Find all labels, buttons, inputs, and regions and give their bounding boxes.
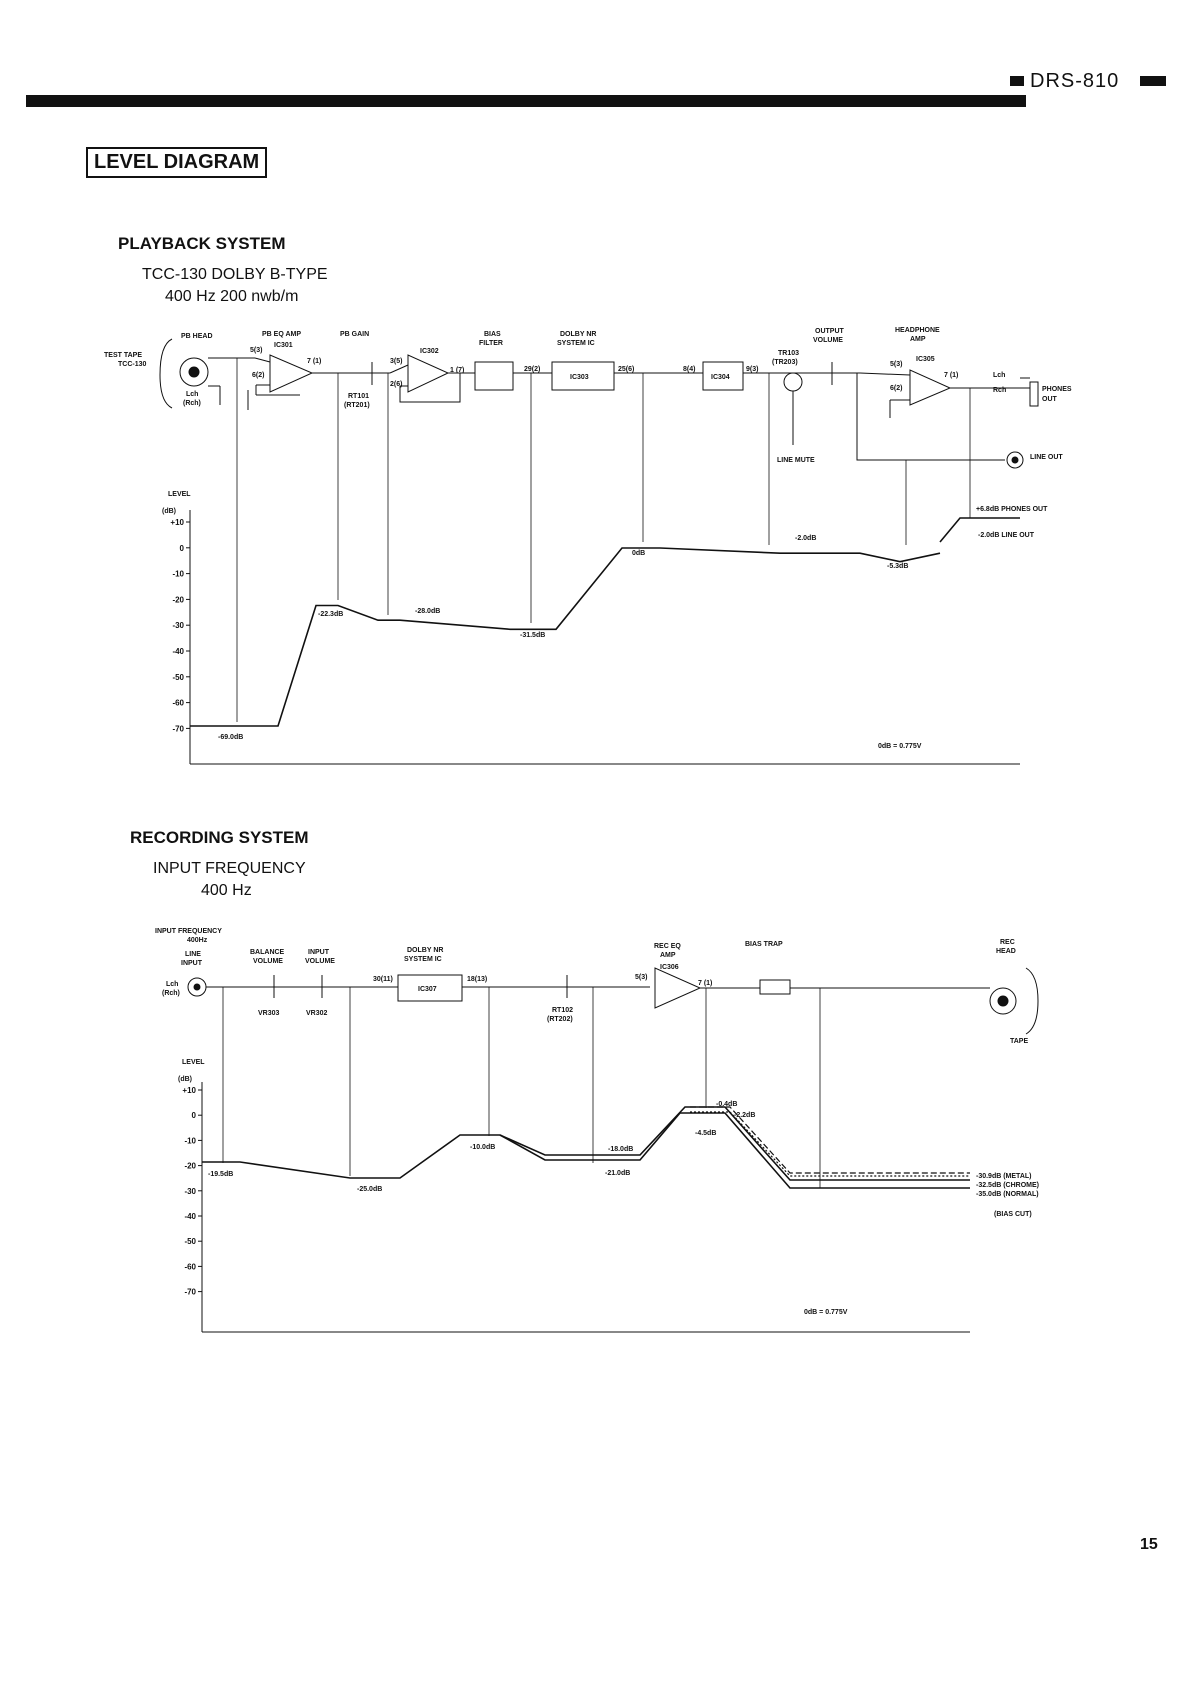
ic302-label: IC302 xyxy=(420,348,439,355)
playback-subtitle-2: 400 Hz 200 nwb/m xyxy=(165,288,299,305)
output-volume-label-1: OUTPUT xyxy=(815,328,844,335)
pin-label: 7 (1) xyxy=(944,372,959,379)
rec-eq-label-2: AMP xyxy=(660,952,676,959)
pb-tick-label: -50 xyxy=(172,672,184,682)
rec-value-4: -18.0dB xyxy=(608,1146,634,1153)
pb-tick-label: 0 xyxy=(179,543,184,553)
rec-value-8: -4.5dB xyxy=(695,1130,717,1137)
tape-bracket xyxy=(1026,968,1038,1034)
rec-metal-line xyxy=(690,1107,970,1173)
phones-label-2: OUT xyxy=(1042,396,1057,403)
playback-labels xyxy=(104,327,1072,464)
balance-label-1: BALANCE xyxy=(250,949,285,956)
rec-axis-unit-label: (dB) xyxy=(178,1076,192,1083)
pin-label: 2(6) xyxy=(390,381,403,388)
rec-value-chrome: -32.5dB (CHROME) xyxy=(976,1182,1040,1189)
rt101-label: RT101 xyxy=(348,393,370,400)
rec-value-normal: -35.0dB (NORMAL) xyxy=(976,1191,1039,1198)
pb-value-4: -31.5dB xyxy=(520,632,546,639)
output-volume-label-2: VOLUME xyxy=(813,337,843,344)
pb-head-label: PB HEAD xyxy=(181,333,213,340)
rec-value-5: -21.0dB xyxy=(605,1170,631,1177)
rec-value-1: -19.5dB xyxy=(208,1171,234,1178)
rec-tick-label: -20 xyxy=(184,1161,196,1171)
ic306-amp-icon xyxy=(655,968,700,1008)
playback-level-chart xyxy=(162,358,1048,764)
rec-tick-label: -50 xyxy=(184,1237,196,1247)
test-tape-bracket xyxy=(160,339,172,408)
rt202-label: (RT202) xyxy=(547,1016,573,1023)
pb-tick-label: -10 xyxy=(172,569,184,579)
pin-label: 7 (1) xyxy=(698,980,713,987)
headphone-label-1: HEADPHONE xyxy=(895,327,940,334)
rch2-label: Rch xyxy=(993,387,1007,394)
bias-filter-box xyxy=(475,362,513,390)
bias-trap-label: BIAS TRAP xyxy=(745,941,783,948)
model-number: DRS-810 xyxy=(1030,70,1120,92)
bias-filter-label-2: FILTER xyxy=(479,340,503,347)
phones-label-1: PHONES xyxy=(1042,386,1072,393)
recording-level-chart xyxy=(178,987,1039,1332)
recording-title: RECORDING SYSTEM xyxy=(130,828,309,847)
tr103-label: TR103 xyxy=(778,350,800,357)
ic305-label: IC305 xyxy=(916,356,935,363)
headphone-label-2: AMP xyxy=(910,336,926,343)
input-vol-label-2: VOLUME xyxy=(305,958,335,965)
rec-value-6: -0.4dB xyxy=(716,1101,738,1108)
rt102-label: RT102 xyxy=(552,1007,574,1014)
line-out-label: LINE OUT xyxy=(1030,454,1063,461)
balance-label-2: VOLUME xyxy=(253,958,283,965)
pb-axis-level-label: LEVEL xyxy=(168,491,191,498)
pb-tick-label: -20 xyxy=(172,595,184,605)
rt201-label: (RT201) xyxy=(344,402,370,409)
line-input-label-2: INPUT xyxy=(181,960,202,967)
phones-jack-icon xyxy=(1030,382,1038,406)
ic301-label: IC301 xyxy=(274,342,293,349)
pb-drop-lines xyxy=(237,358,970,722)
rec-level-line-lower xyxy=(500,1113,970,1188)
pb-value-9: -2.0dB LINE OUT xyxy=(978,532,1035,539)
pin-label: 5(3) xyxy=(890,361,903,368)
dolby-label-1: DOLBY NR xyxy=(560,331,597,338)
rch-label: (Rch) xyxy=(183,400,201,407)
rec-tick-label: -40 xyxy=(184,1212,196,1221)
ic303-label: IC303 xyxy=(570,374,589,381)
ic306-label: IC306 xyxy=(660,964,679,971)
pin-label: 5(3) xyxy=(250,347,263,354)
rec-tick-label: -70 xyxy=(184,1287,196,1297)
tr103-icon xyxy=(784,373,802,391)
line-input-label-1: LINE xyxy=(185,951,201,958)
pin-label: 7 (1) xyxy=(307,358,322,365)
line-mute-label: LINE MUTE xyxy=(777,457,815,464)
pb-eq-amp-label: PB EQ AMP xyxy=(262,331,302,338)
lch-label: Lch xyxy=(186,391,199,398)
bias-filter-label-1: BIAS xyxy=(484,331,501,338)
rec-drop-lines xyxy=(223,987,820,1188)
rec-tick-label: 0 xyxy=(191,1111,196,1121)
pb-value-6: -2.0dB xyxy=(795,535,817,542)
input-freq-label-1: INPUT FREQUENCY xyxy=(155,928,222,935)
rec-bias-cut: (BIAS CUT) xyxy=(994,1211,1032,1218)
pin-label: 6(2) xyxy=(252,372,265,379)
pin-label: 3(5) xyxy=(390,358,403,365)
rec-head-label-2: HEAD xyxy=(996,948,1016,955)
rec-ticks xyxy=(182,1086,202,1297)
pin-label: 9(3) xyxy=(746,366,759,373)
recording-schematic xyxy=(188,968,1038,1034)
rec-value-3: -10.0dB xyxy=(470,1144,496,1151)
rec-head-label-1: REC xyxy=(1000,939,1015,946)
test-tape-label: TEST TAPE xyxy=(104,352,142,359)
rec-level-line-main xyxy=(202,1107,970,1180)
bias-trap-icon xyxy=(760,980,790,994)
vr302-label: VR302 xyxy=(306,1010,328,1017)
pin-label: 29(2) xyxy=(524,366,541,373)
rec-tick-label: -10 xyxy=(184,1136,196,1146)
tape-label: TAPE xyxy=(1010,1038,1029,1045)
playback-subtitle-1: TCC-130 DOLBY B-TYPE xyxy=(142,266,328,283)
pin-label: 8(4) xyxy=(683,366,696,373)
pb-tick-label: -40 xyxy=(172,647,184,656)
rec-eq-label-1: REC EQ xyxy=(654,943,681,950)
tcc-label: TCC-130 xyxy=(118,361,147,368)
rec-rch-label: (Rch) xyxy=(162,990,180,997)
rec-ref: 0dB = 0.775V xyxy=(804,1309,848,1316)
pb-ticks xyxy=(170,518,190,733)
playback-schematic xyxy=(160,339,1038,468)
rec-tick-label: -30 xyxy=(184,1186,196,1196)
input-freq-label-2: 400Hz xyxy=(187,937,208,944)
pb-gain-label: PB GAIN xyxy=(340,331,370,338)
pb-level-line xyxy=(190,548,940,726)
input-vol-label-1: INPUT xyxy=(308,949,329,956)
rec-axis-level-label: LEVEL xyxy=(182,1059,205,1066)
page-number: 15 xyxy=(1140,1536,1158,1553)
ic307-label: IC307 xyxy=(418,986,437,993)
pin-label: 25(6) xyxy=(618,366,635,373)
rec-lch-label: Lch xyxy=(166,981,179,988)
pb-tick-label: -30 xyxy=(172,621,184,631)
ic301-amp-icon xyxy=(270,355,312,392)
pb-value-5: 0dB xyxy=(632,550,646,557)
pb-ref: 0dB = 0.775V xyxy=(878,743,922,750)
pin-label: 1 (7) xyxy=(450,367,465,374)
pin-label: 30(11) xyxy=(373,976,393,983)
rec-dolby-label-1: DOLBY NR xyxy=(407,947,444,954)
rec-value-metal: -30.9dB (METAL) xyxy=(976,1173,1032,1180)
lch2-label: Lch xyxy=(993,372,1006,379)
pb-tick-label: +10 xyxy=(170,518,184,527)
recording-subtitle-2: 400 Hz xyxy=(201,882,252,899)
pb-tick-label: -60 xyxy=(172,698,184,708)
pb-value-1: -69.0dB xyxy=(218,734,244,741)
tr203-label: (TR203) xyxy=(772,359,798,366)
ic302-amp-icon xyxy=(408,355,448,392)
playback-title: PLAYBACK SYSTEM xyxy=(118,234,286,253)
ic304-label: IC304 xyxy=(711,374,730,381)
recording-subtitle-1: INPUT FREQUENCY xyxy=(153,860,306,877)
page-title: LEVEL DIAGRAM xyxy=(86,147,267,178)
rec-value-2: -25.0dB xyxy=(357,1186,383,1193)
rec-tick-label: +10 xyxy=(182,1086,196,1095)
pin-label: 5(3) xyxy=(635,974,648,981)
pb-axis-unit-label: (dB) xyxy=(162,508,176,515)
rec-tick-label: -60 xyxy=(184,1262,196,1272)
pin-label: 6(2) xyxy=(890,385,903,392)
pb-value-8: +6.8dB PHONES OUT xyxy=(976,506,1048,513)
pb-value-3: -28.0dB xyxy=(415,608,441,615)
pb-value-2: -22.3dB xyxy=(318,611,344,618)
rec-dolby-label-2: SYSTEM IC xyxy=(404,956,442,963)
pb-tick-label: -70 xyxy=(172,724,184,734)
rec-value-7: -2.2dB xyxy=(734,1112,756,1119)
dolby-label-2: SYSTEM IC xyxy=(557,340,595,347)
pb-value-7: -5.3dB xyxy=(887,563,909,570)
vr303-label: VR303 xyxy=(258,1010,280,1017)
pin-label: 18(13) xyxy=(467,976,488,983)
